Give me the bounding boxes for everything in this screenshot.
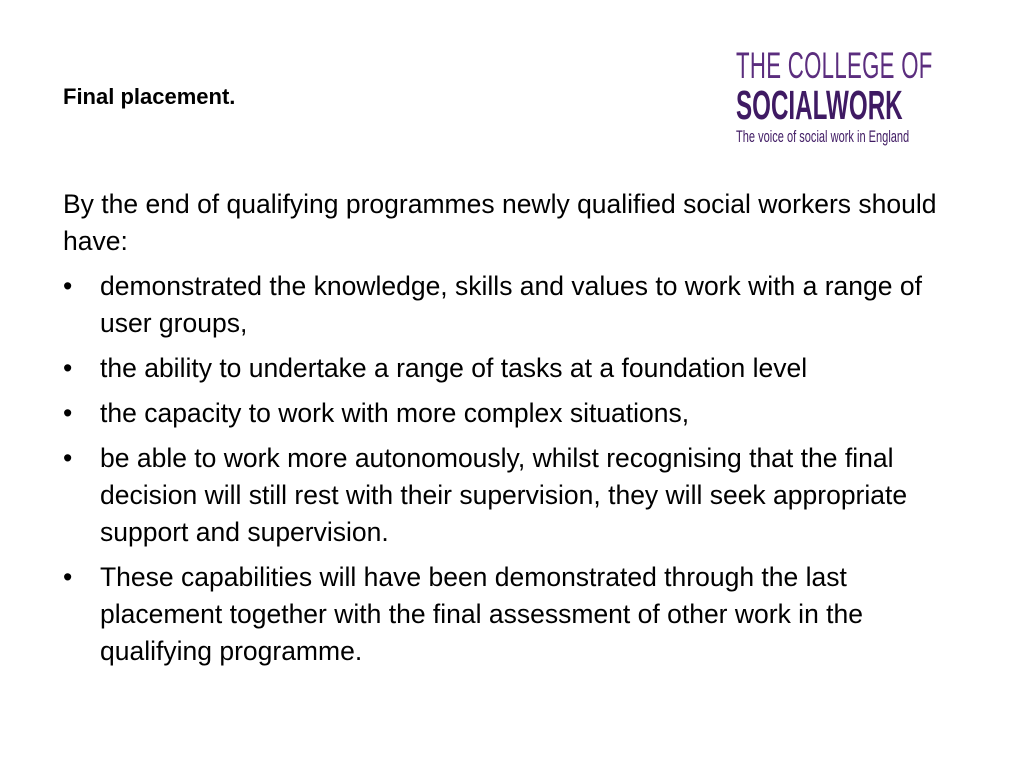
bullet-text: be able to work more autonomously, whilst recognising that the final decision will still rest with their supervision, they will seek appropriate support and supervision.: [100, 443, 908, 547]
bullet-marker: •: [63, 271, 73, 301]
logo-line-1: THE COLLEGE OF: [736, 45, 933, 86]
bullet-marker: •: [63, 398, 73, 428]
slide-title: Final placement.: [63, 84, 236, 109]
list-item: [63, 395, 963, 432]
bullet-list: [63, 268, 963, 670]
bullet-text: demonstrated the knowledge, skills and values to work with a range of user groups,: [100, 271, 922, 338]
slide-body: [63, 186, 963, 678]
list-item: [63, 559, 963, 670]
bullet-marker: •: [63, 353, 73, 383]
bullet-text: These capabilities will have been demonstrated through the last placement together with the final assessment of other work in the qualifying programme.: [100, 562, 864, 666]
bullet-text: the capacity to work with more complex situations,: [100, 398, 690, 428]
intro-paragraph: By the end of qualifying programmes newly qualified social workers should have:: [63, 189, 937, 256]
list-item: [63, 440, 963, 551]
bullet-text: the ability to undertake a range of tasks at a foundation level: [100, 353, 808, 383]
bullet-marker: •: [63, 443, 73, 473]
logo-tagline: The voice of social work in England: [736, 127, 910, 146]
bullet-marker: •: [63, 562, 73, 592]
logo-line-2: SOCIALWORK: [736, 82, 903, 128]
list-item: [63, 350, 963, 387]
college-of-social-work-logo: [736, 46, 966, 147]
list-item: [63, 268, 963, 342]
